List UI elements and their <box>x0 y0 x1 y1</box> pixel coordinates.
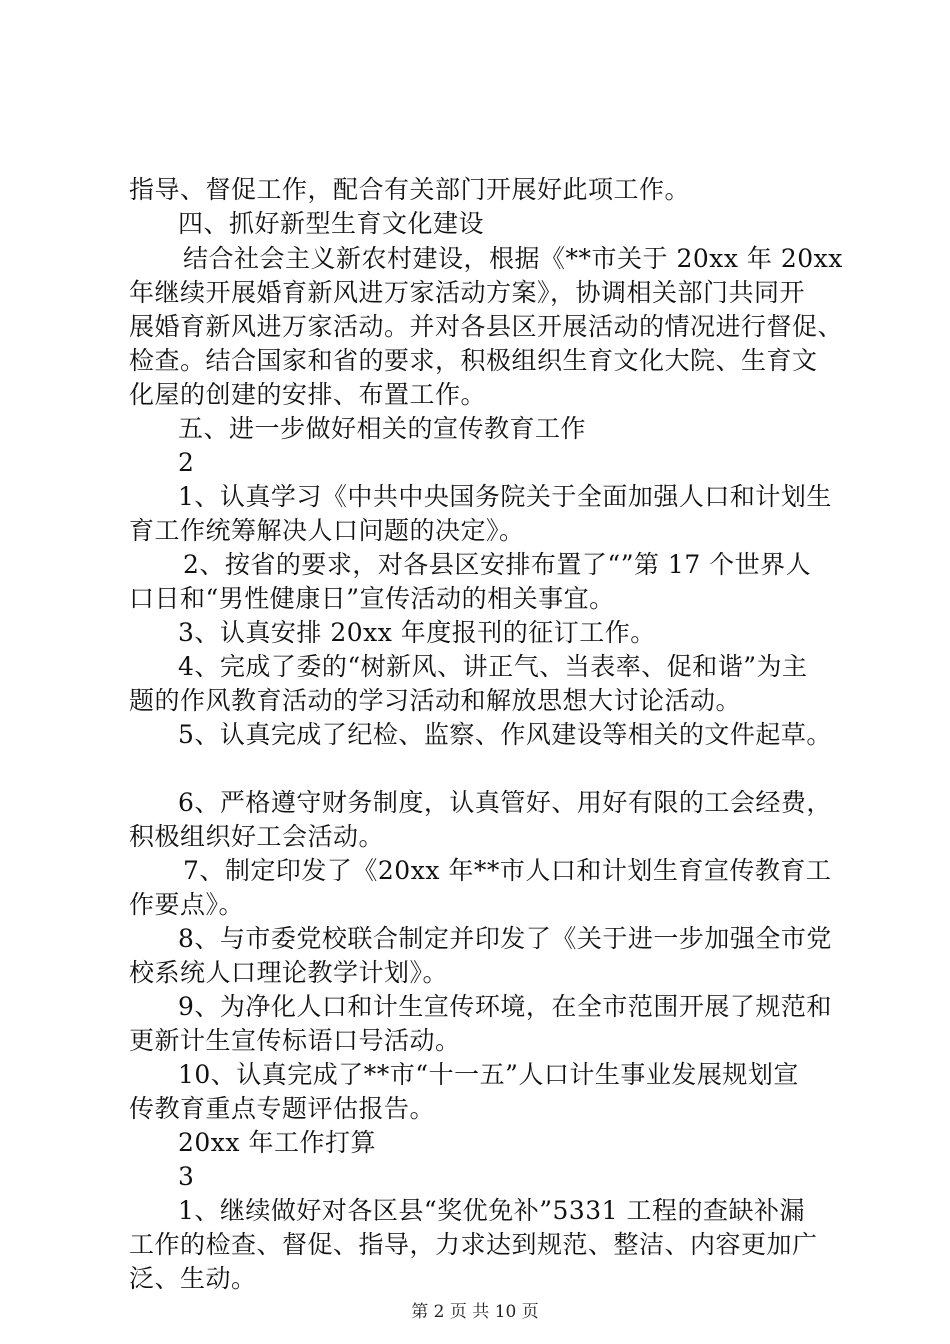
text-line: 作要点》。 <box>129 890 245 919</box>
text-line: 化屋的创建的安排、布置工作。 <box>129 380 487 409</box>
text-line: 9、为净化人口和计生宣传环境，在全市范围开展了规范和 <box>178 992 832 1021</box>
text-line: 泛、生动。 <box>129 1264 257 1293</box>
text-line: 校系统人口理论教学计划》。 <box>129 958 449 987</box>
text-line: 育工作统筹解决人口问题的决定》。 <box>129 516 525 545</box>
text-line: 指导、督促工作，配合有关部门开展好此项工作。 <box>129 175 691 204</box>
section-heading: 五、进一步做好相关的宣传教育工作 <box>178 414 587 443</box>
text-line: 1、继续做好对各区县“奖优免补”5331 工程的查缺补漏 <box>178 1196 806 1225</box>
text-line: 5、认真完成了纪检、监察、作风建设等相关的文件起草。 <box>178 720 832 749</box>
text-line: 4、完成了委的“树新风、讲正气、当表率、促和谐”为主 <box>178 652 808 681</box>
text-line: 检查。结合国家和省的要求，积极组织生育文化大院、生育文 <box>129 346 818 375</box>
text-line: 更新计生宣传标语口号活动。 <box>129 1026 461 1055</box>
text-line: 积极组织好工会活动。 <box>129 822 385 851</box>
section-heading: 四、抓好新型生育文化建设 <box>178 209 485 238</box>
text-line: 传教育重点专题评估报告。 <box>129 1094 436 1123</box>
text-line: 2、按省的要求，对各县区安排布置了“”第 17 个世界人 <box>183 550 812 579</box>
text-line: 8、与市委党校联合制定并印发了《关于进一步加强全市党 <box>178 924 832 953</box>
text-line: 口日和“男性健康日”宣传活动的相关事宜。 <box>129 584 615 613</box>
text-line: 结合社会主义新农村建设，根据《**市关于 20xx 年 20xx <box>183 244 843 273</box>
text-line: 1、认真学习《中共中央国务院关于全面加强人口和计划生 <box>178 482 832 511</box>
text-line: 6、严格遵守财务制度，认真管好、用好有限的工会经费， <box>178 788 832 817</box>
text-line: 题的作风教育活动的学习活动和解放思想大讨论活动。 <box>129 686 742 715</box>
text-line: 3、认真安排 20xx 年度报刊的征订工作。 <box>178 618 656 647</box>
page-marker: 2 <box>178 448 195 477</box>
text-line: 展婚育新风进万家活动。并对各县区开展活动的情况进行督促、 <box>129 312 844 341</box>
text-line: 10、认真完成了**市“十一五”人口计生事业发展规划宣 <box>178 1060 799 1089</box>
text-line: 7、制定印发了《20xx 年**市人口和计划生育宣传教育工 <box>183 856 832 885</box>
page-footer: 第 2 页 共 10 页 <box>411 1302 539 1322</box>
text-line: 年继续开展婚育新风进万家活动方案》，协调相关部门共同开 <box>129 278 806 307</box>
text-line: 工作的检查、督促、指导，力求达到规范、整洁、内容更加广 <box>129 1230 818 1259</box>
page-marker: 3 <box>178 1162 195 1191</box>
section-heading: 20xx 年工作打算 <box>178 1128 376 1157</box>
